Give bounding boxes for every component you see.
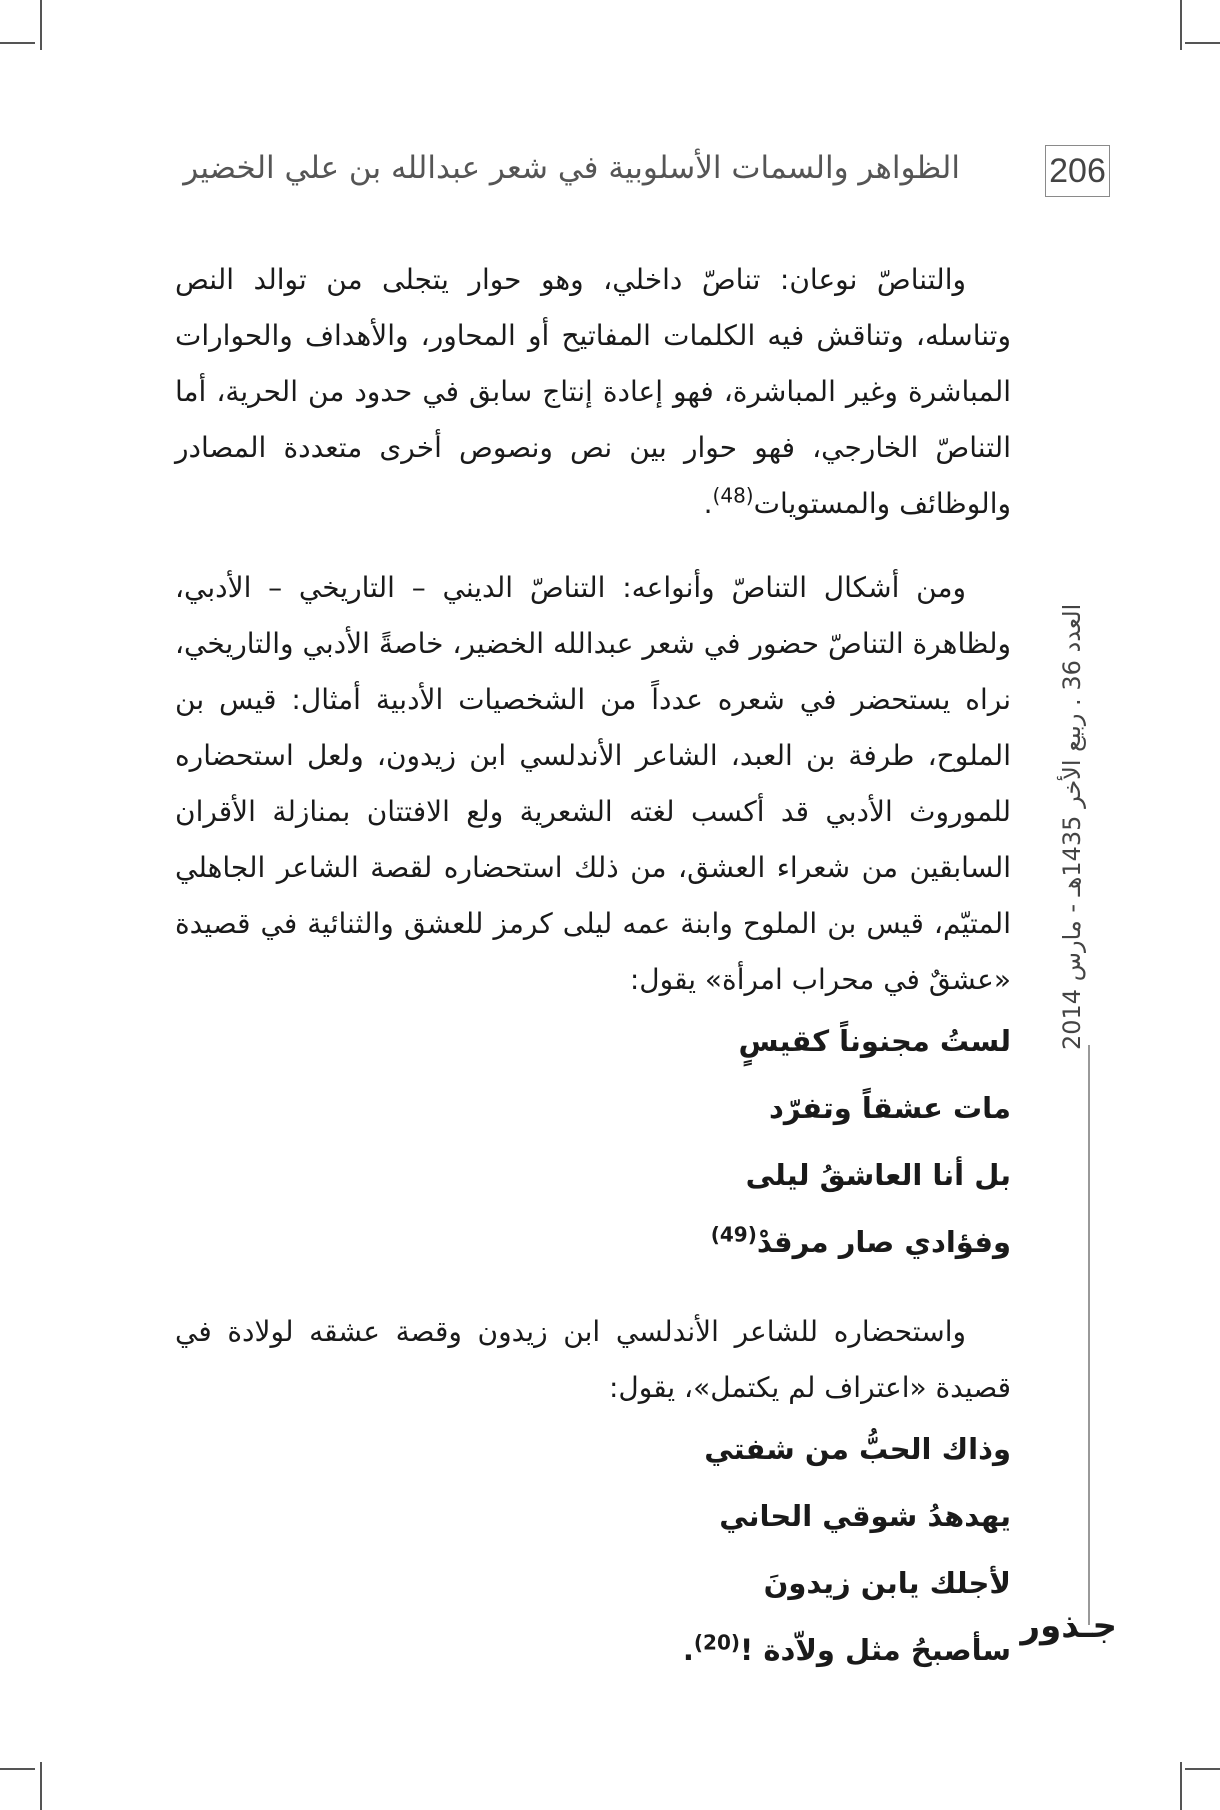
poem-verse: مات عشقاً وتفرّد [769, 1091, 1011, 1125]
poem-verse-last [175, 1209, 1011, 1276]
poem-verse: وذاك الحبُّ من شفتي [704, 1432, 1011, 1466]
crop-mark [0, 42, 35, 44]
crop-mark [1185, 1768, 1220, 1770]
journal-logo: جـذور [1020, 1606, 1117, 1646]
page-number: 206 [1045, 145, 1110, 197]
footnote-ref: (48) [712, 483, 754, 508]
paragraph [175, 252, 1011, 532]
poem-verse-last [175, 1617, 1011, 1684]
crop-mark [0, 1768, 35, 1770]
issue-caption: العدد 36 . ربيع الأخر 1435هـ - مارس 2014 [1058, 603, 1086, 1050]
paragraph-end: . [703, 487, 713, 520]
poem-verse: لأجلك يابن زيدونَ [763, 1566, 1011, 1600]
crop-mark [40, 1762, 42, 1810]
poem-verse: لستُ مجنوناً كقيسٍ [738, 1024, 1011, 1058]
crop-mark [1180, 0, 1182, 50]
paragraph: ومن أشكال التناصّ وأنواعه: التناصّ الديني – التاريخي – الأدبي، ولظاهرة التناصّ حضور في شعر عبدالله الخضير، خاصةً الأدبي والتاريخي، نراه يستحضر في شعره عدداً من الشخصيات الأدبية أمثال: قيس بن الملوح، طرفة بن العبد، الشاعر الأندلسي ابن زيدون، ولعل استحضاره للموروث الأدبي قد أكسب لغته الشعرية ولع الافتتان بمنازلة الأقران السابقين من شعراء العشق، من ذلك استحضاره لقصة الشاعر الجاهلي المتيّم، قيس بن الملوح وابنة عمه ليلى كرمز للعشق والثنائية في قصيدة «عشقٌ في محراب امرأة» يقول: [175, 571, 1011, 996]
paragraph: واستحضاره للشاعر الأندلسي ابن زيدون وقصة عشقه لولادة في قصيدة «اعتراف لم يكتمل»، يقول: [175, 1315, 1011, 1404]
verse-text: سأصبحُ مثل ولاّدة ! [740, 1633, 1011, 1667]
crop-mark [1185, 42, 1220, 44]
paragraph-text: والتناصّ نوعان: تناصّ داخلي، وهو حوار يتجلى من توالد النص وتناسله، وتناقش فيه الكلمات المفاتيح أو المحاور، والأهداف والحوارات المباشرة وغير المباشرة، فهو إعادة إنتاج سابق في حدود من الحرية، أما التناصّ الخارجي، فهو حوار بين نص ونصوص أخرى متعددة المصادر والوظائف والمستويات [175, 263, 1011, 520]
footnote-ref: (49) [710, 1222, 757, 1247]
crop-mark [1180, 1762, 1182, 1810]
verse-end: . [682, 1633, 694, 1667]
verse-text: وفؤادي صار مرقدْ [756, 1225, 1011, 1259]
running-head: الظواهر والسمات الأسلوبية في شعر عبدالله بن علي الخضير [183, 150, 960, 186]
side-rule [1088, 1045, 1090, 1625]
poem-verse: يهدهدُ شوقي الحاني [719, 1499, 1011, 1533]
poem-verse: بل أنا العاشقُ ليلى [745, 1158, 1011, 1192]
crop-mark [40, 0, 42, 50]
article-body [175, 252, 1011, 1684]
footnote-ref: (20) [693, 1630, 741, 1655]
